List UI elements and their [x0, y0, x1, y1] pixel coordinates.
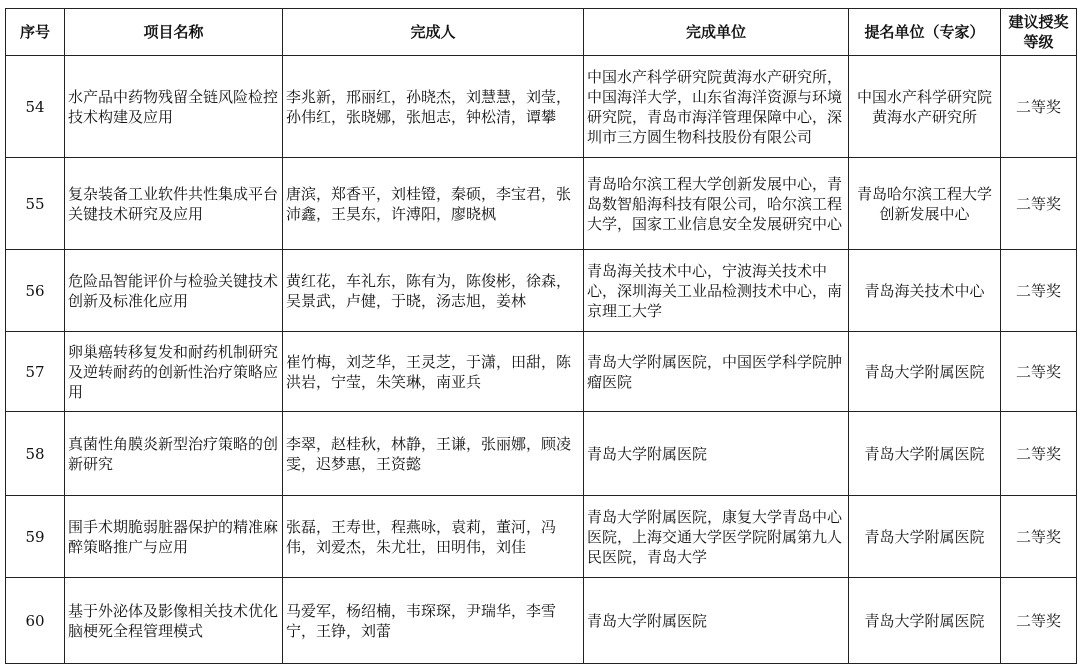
- table-row: [6, 250, 1077, 332]
- table-row: [6, 332, 1077, 412]
- row-number: 58: [6, 412, 65, 496]
- project-name: 危险品智能评价与检验关键技术创新及标准化应用: [65, 250, 283, 332]
- completing-units: 青岛大学附属医院，康复大学青岛中心医院，上海交通大学医学院附属第九人民医院，青岛大学: [584, 496, 849, 578]
- row-number: 60: [6, 578, 65, 664]
- row-number: 55: [6, 158, 65, 250]
- award-level: 二等奖: [1001, 578, 1077, 664]
- header-completers: 完成人: [283, 9, 584, 56]
- row-number: 54: [6, 56, 65, 158]
- table-row: [6, 578, 1077, 664]
- award-level: 二等奖: [1001, 56, 1077, 158]
- table-row: [6, 158, 1077, 250]
- award-level: 二等奖: [1001, 412, 1077, 496]
- completers: 黄红花，车礼东，陈有为，陈俊彬，徐森，吴景武，卢健，于晓，汤志旭，姜林: [283, 250, 584, 332]
- header-project-name: 项目名称: [65, 9, 283, 56]
- table-row: [6, 412, 1077, 496]
- nominator: 中国水产科学研究院黄海水产研究所: [849, 56, 1001, 158]
- header-completing-units: 完成单位: [584, 9, 849, 56]
- row-number: 56: [6, 250, 65, 332]
- project-name: 卵巢癌转移复发和耐药机制研究及逆转耐药的创新性治疗策略应用: [65, 332, 283, 412]
- completers: 马爱军，杨绍楠，韦琛琛，尹瑞华，李雪宁，王铮，刘蕾: [283, 578, 584, 664]
- project-name: 水产品中药物残留全链风险检控技术构建及应用: [65, 56, 283, 158]
- awards-table: [5, 8, 1077, 664]
- project-name: 围手术期脆弱脏器保护的精准麻醉策略推广与应用: [65, 496, 283, 578]
- table-row: [6, 56, 1077, 158]
- nominator: 青岛哈尔滨工程大学创新发展中心: [849, 158, 1001, 250]
- award-level: 二等奖: [1001, 158, 1077, 250]
- row-number: 57: [6, 332, 65, 412]
- completing-units: 青岛大学附属医院，中国医学科学院肿瘤医院: [584, 332, 849, 412]
- header-row: [6, 9, 1077, 56]
- nominator: 青岛大学附属医院: [849, 332, 1001, 412]
- completers: 唐滨，郑香平，刘桂镫，秦硕，李宝君，张沛鑫，王昊东，许溥阳，廖晓枫: [283, 158, 584, 250]
- award-level: 二等奖: [1001, 332, 1077, 412]
- completing-units: 青岛大学附属医院: [584, 578, 849, 664]
- header-award-level: 建议授奖等级: [1001, 9, 1077, 56]
- completing-units: 青岛哈尔滨工程大学创新发展中心，青岛数智船海科技有限公司，哈尔滨工程大学，国家工业信息安全发展研究中心: [584, 158, 849, 250]
- row-number: 59: [6, 496, 65, 578]
- project-name: 复杂装备工业软件共性集成平台关键技术研究及应用: [65, 158, 283, 250]
- nominator: 青岛大学附属医院: [849, 578, 1001, 664]
- header-nominator: 提名单位（专家）: [849, 9, 1001, 56]
- header-number: 序号: [6, 9, 65, 56]
- project-name: 基于外泌体及影像相关技术优化脑梗死全程管理模式: [65, 578, 283, 664]
- completers: 崔竹梅，刘芝华，王灵芝，于潇，田甜，陈洪岩，宁莹，朱笑琳，南亚兵: [283, 332, 584, 412]
- award-level: 二等奖: [1001, 496, 1077, 578]
- project-name: 真菌性角膜炎新型治疗策略的创新研究: [65, 412, 283, 496]
- completers: 张磊，王寿世，程燕咏，袁莉，董河，冯伟，刘爱杰，朱尤壮，田明伟，刘佳: [283, 496, 584, 578]
- nominator: 青岛海关技术中心: [849, 250, 1001, 332]
- table-row: [6, 496, 1077, 578]
- award-level: 二等奖: [1001, 250, 1077, 332]
- completing-units: 中国水产科学研究院黄海水产研究所，中国海洋大学，山东省海洋资源与环境研究院，青岛市海洋管理保障中心，深圳市三方圆生物科技股份有限公司: [584, 56, 849, 158]
- completers: 李翠，赵桂秋，林静，王谦，张丽娜，顾凌雯，迟梦惠，王资懿: [283, 412, 584, 496]
- completing-units: 青岛大学附属医院: [584, 412, 849, 496]
- completers: 李兆新，邢丽红，孙晓杰，刘慧慧，刘莹，孙伟红，张晓娜，张旭志，钟松清，谭攀: [283, 56, 584, 158]
- completing-units: 青岛海关技术中心，宁波海关技术中心，深圳海关工业品检测技术中心，南京理工大学: [584, 250, 849, 332]
- nominator: 青岛大学附属医院: [849, 412, 1001, 496]
- nominator: 青岛大学附属医院: [849, 496, 1001, 578]
